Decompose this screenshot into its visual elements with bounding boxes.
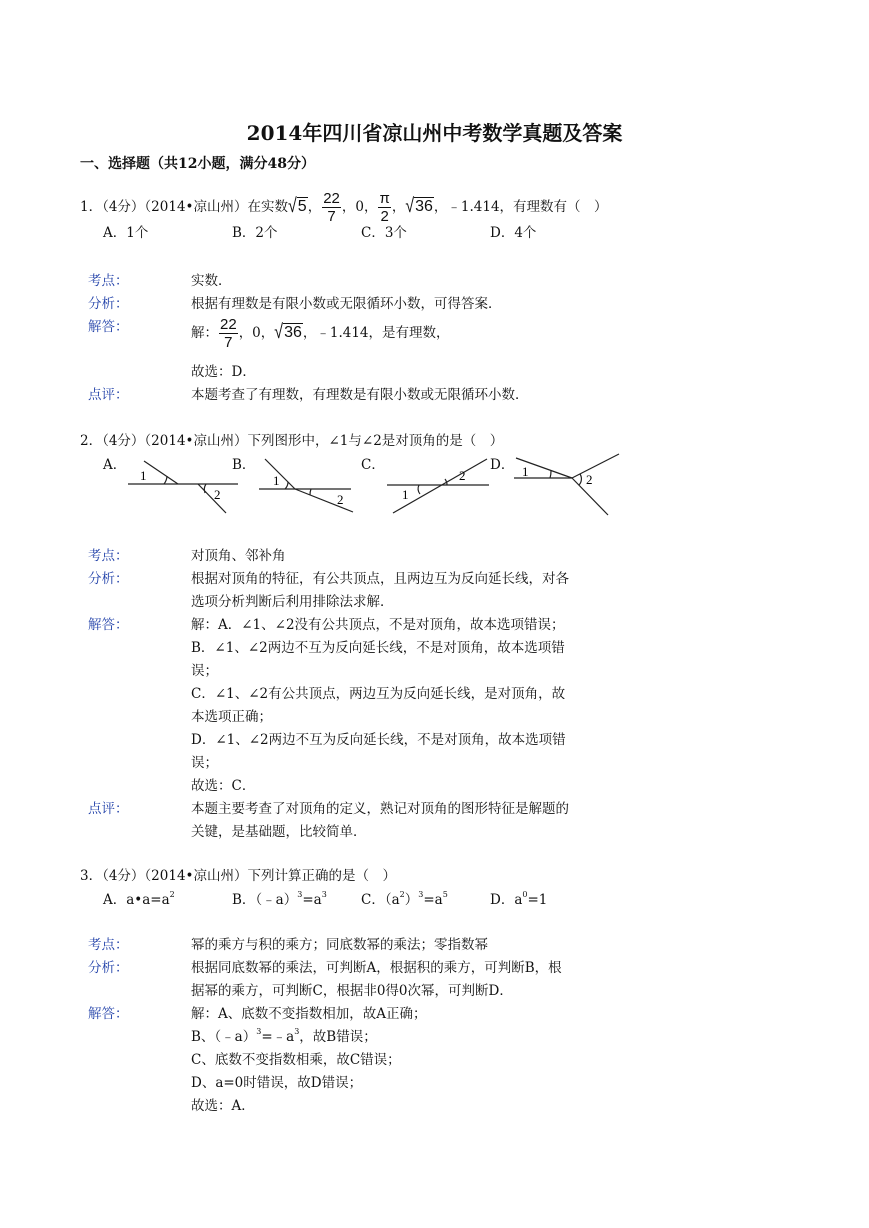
q3-jieda-line4: D、a=0时错误，故D错误；	[191, 1075, 363, 1091]
section-heading: 一、选择题（共12小题，满分48分）	[80, 156, 315, 172]
sqrt-36-answer: √36	[274, 321, 302, 343]
angle-1-label: 1	[140, 468, 147, 483]
q1-option-b: B．2个	[232, 225, 278, 241]
q3-jieda-line3: C、底数不变指数相乘，故C错误；	[191, 1052, 401, 1068]
angle-1-label: 1	[522, 464, 529, 479]
q2-kaodian: 对顶角、邻补角	[191, 548, 286, 564]
q2-kaodian-label: 考点：	[88, 548, 129, 564]
q1-kaodian-label: 考点：	[88, 273, 129, 289]
q2-jieda-line7: 误；	[191, 755, 218, 771]
angle-1-label: 1	[402, 487, 409, 502]
q2-dianping-label: 点评：	[88, 801, 129, 817]
page-title: 2014年四川省凉山州中考数学真题及答案	[246, 121, 623, 145]
angle-2-label: 2	[337, 492, 344, 507]
q2-jieda-line5: 本选项正确；	[191, 709, 272, 725]
q2-figure-a	[120, 455, 250, 517]
frac-22-7-answer: $\frac{22}{7}$	[220, 316, 237, 351]
q3-option-d: D．$a^0=1$	[490, 890, 548, 908]
q1-dianping: 本题考查了有理数，有理数是有限小数或无限循环小数．	[191, 387, 529, 403]
angle-2-label: 2	[214, 487, 221, 502]
q2-figure-b	[255, 455, 360, 517]
q2-fenxi-line1: 根据对顶角的特征，有公共顶点，且两边互为反向延长线，对各	[191, 571, 569, 587]
q2-dianping-line1: 本题主要考查了对顶角的定义，熟记对顶角的图形特征是解题的	[191, 801, 569, 817]
q2-jieda-label: 解答：	[88, 617, 129, 633]
q3-jieda-line2: B、$(﹣a)^3=﹣a^3$，故B错误；	[191, 1027, 377, 1045]
q2-jieda-line6: D．∠1、∠2两边不互为反向延长线，不是对顶角，故本选项错	[191, 732, 566, 748]
q3-stem: 3．（4分）（2014•凉山州）下列计算正确的是（ ）	[80, 868, 396, 884]
q1-option-d: D．4个	[490, 225, 537, 241]
q1-fenxi: 根据有理数是有限小数或无限循环小数，可得答案．	[191, 296, 502, 312]
q2-figure-c	[383, 455, 493, 517]
q1-stem: 1．（4分）（2014•凉山州）在实数√5， $\frac{22}{7}$ ，0， $\frac{\pi}{2}$ ，√36，﹣1.414，有理数有（ ）	[80, 190, 608, 225]
q3-jieda-line1: 解：A、底数不变指数相加，故A正确；	[191, 1006, 427, 1022]
q3-kaodian: 幂的乘方与积的乘方；同底数幂的乘法；零指数幂	[191, 937, 488, 953]
q2-jieda-line1: 解：A．∠1、∠2没有公共顶点，不是对顶角，故本选项错误；	[191, 617, 565, 633]
q2-option-c-label: C．	[361, 457, 385, 473]
q3-option-c: C．$(a^2)^3=a^5$	[361, 890, 448, 908]
frac-22-7: $\frac{22}{7}$	[323, 190, 340, 225]
q1-fenxi-label: 分析：	[88, 296, 129, 312]
q1-option-c: C．3个	[361, 225, 407, 241]
q3-fenxi-label: 分析：	[88, 960, 129, 976]
q1-jieda-line1: 解： $\frac{22}{7}$ ，0，√36，﹣1.414，是有理数，	[191, 316, 450, 351]
sqrt-5: √5	[288, 195, 307, 217]
q3-jieda-label: 解答：	[88, 1006, 129, 1022]
q3-fenxi-line2: 据幂的乘方，可判断C，根据非0得0次幂，可判断D．	[191, 983, 513, 999]
q3-kaodian-label: 考点：	[88, 937, 129, 953]
q2-option-b-label: B．	[232, 457, 256, 473]
q1-jieda-line2: 故选：D．	[191, 364, 256, 380]
frac-pi-2: $\frac{\pi}{2}$	[379, 190, 390, 225]
q3-fenxi-line1: 根据同底数幂的乘法，可判断A，根据积的乘方，可判断B，根	[191, 960, 562, 976]
q2-fenxi-label: 分析：	[88, 571, 129, 587]
q2-dianping-line2: 关键，是基础题，比较简单．	[191, 824, 367, 840]
q1-jieda-label: 解答：	[88, 319, 129, 335]
q2-jieda-line3: 误；	[191, 663, 218, 679]
q1-dianping-label: 点评：	[88, 387, 129, 403]
q3-option-a: A．$a•a=a^2$	[103, 890, 175, 908]
angle-2-label: 2	[459, 468, 466, 483]
q2-jieda-line2: B．∠1、∠2两边不互为反向延长线，不是对顶角，故本选项错	[191, 640, 565, 656]
q2-figure-d	[508, 452, 623, 518]
q1-prefix: 1．（4分）（2014•凉山州）在实数	[80, 199, 288, 215]
q2-jieda-line4: C．∠1、∠2有公共顶点，两边互为反向延长线，是对顶角，故	[191, 686, 566, 702]
angle-2-label: 2	[586, 472, 593, 487]
q3-jieda-line5: 故选：A．	[191, 1098, 255, 1114]
q2-option-a-label: A．	[103, 457, 127, 473]
q2-jieda-line8: 故选：C．	[191, 778, 256, 794]
q2-fenxi-line2: 选项分析判断后利用排除法求解．	[191, 594, 394, 610]
angle-1-label: 1	[273, 473, 280, 488]
q3-option-b: B．$(﹣a)^3=a^3$	[232, 890, 327, 908]
q2-stem: 2．（4分）（2014•凉山州）下列图形中，∠1与∠2是对顶角的是（ ）	[80, 433, 504, 449]
sqrt-36: √36	[405, 195, 433, 217]
q1-kaodian: 实数．	[191, 273, 232, 289]
q2-option-d-label: D．	[490, 457, 515, 473]
q1-option-a: A．1个	[103, 225, 149, 241]
